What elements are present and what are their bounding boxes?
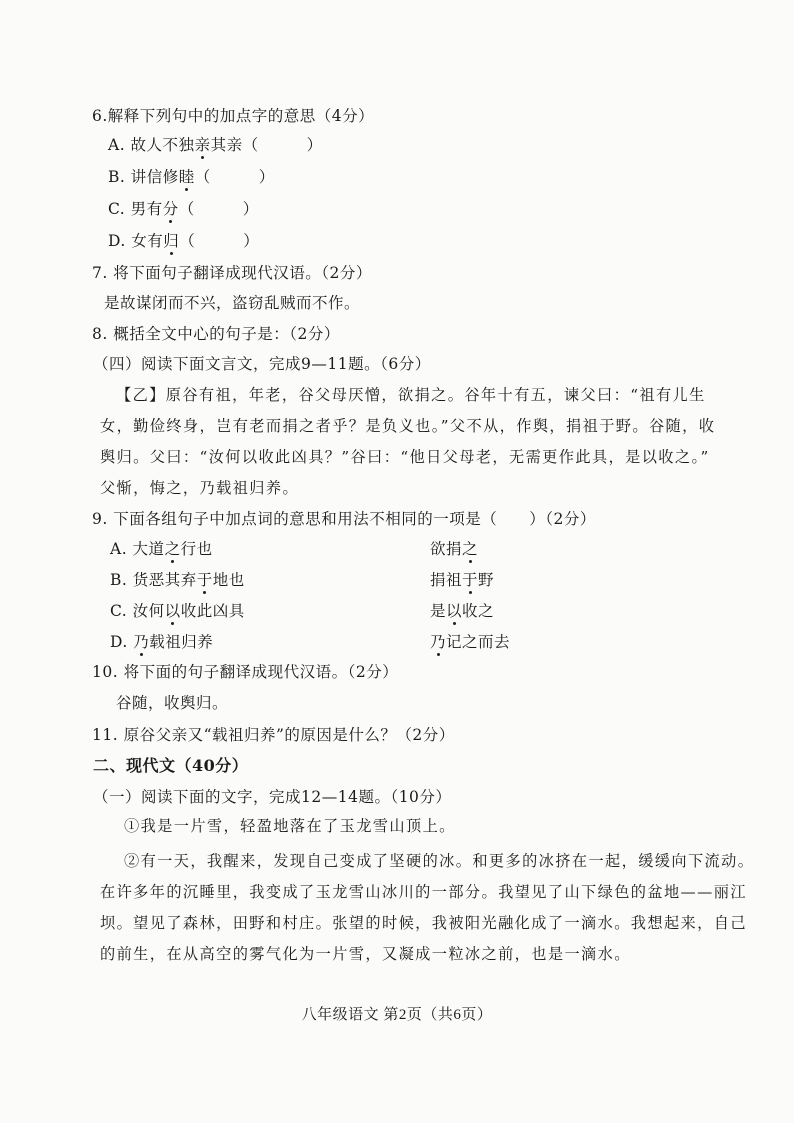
q9-b-right-pre: 捐祖 [430,571,463,589]
q9-c-left-pre: C. 汝何 [110,602,165,620]
q9-option-c [110,600,495,622]
passage-line-1: 【乙】原谷有祖，年老，谷父母厌憎，欲捐之。谷年十有五，谏父曰：“祖有儿生 [116,386,706,404]
q9-c-left-post: 收此凶具 [180,602,245,620]
q8-stem: 8. 概括全文中心的句子是：（2分） [92,325,340,343]
q6-option-a [108,134,323,156]
q10-sentence: 谷随，收舆归。 [116,694,229,712]
q9-d-right-dot: 乃 [430,633,447,651]
modern-para-2-line-1: ②有一天，我醒来，发现自己变成了坚硬的冰。和更多的冰挤在一起，缓缓向下流动。 [124,852,755,870]
q9-d-right [430,631,510,653]
q6-b-dotted-char: 睦 [178,168,195,186]
q6-d-text-pre: D. 女有 [108,232,164,250]
q6-stem: 6.解释下列句中的加点字的意思（4分） [92,107,375,125]
q9-d-right-post: 记之而去 [446,633,511,651]
q7-sentence: 是故谋闭而不兴，盗窃乱贼而不作。 [104,294,361,312]
q9-a-right [430,538,478,560]
q9-c-right-dot: 以 [446,602,463,620]
q9-c-right-post: 收之 [462,602,495,620]
q6-c-text-post: （ ） [178,200,259,218]
q11-stem: 11. 原谷父亲又“载祖归养”的原因是什么？（2分） [92,726,455,744]
modern-para-2-line-4: 的前生，在从高空的雾气化为一片雪，又凝成一粒冰之前，也是一滴水。 [100,945,631,963]
modern-para-1: ①我是一片雪，轻盈地落在了玉龙雪山顶上。 [124,817,456,835]
q9-b-right [430,569,494,591]
page-footer: 八年级语文 第2页（共6页） [301,1007,493,1023]
q9-c-right-pre: 是 [430,602,447,620]
q6-b-text-pre: B. 讲信修 [108,168,179,186]
q6-a-dotted-char: 亲 [194,136,211,154]
q6-b-text-post: （ ） [194,168,275,186]
q9-a-left-post: 行也 [180,540,213,558]
q6-a-text-post: 其亲（ ） [210,136,323,154]
q9-a-right-pre: 欲捐 [430,540,463,558]
q6-d-text-post: （ ） [179,232,260,250]
q9-b-right-post: 野 [478,571,495,589]
q6-a-text-pre: A. 故人不独 [108,136,195,154]
q6-c-dotted-char: 分 [162,200,179,218]
q9-d-left-post: 载祖归养 [149,633,214,651]
part2-sub1-title: （一）阅读下面的文字，完成12—14题。（10分） [93,788,452,806]
q9-c-right [430,600,494,622]
q9-c-left-dot: 以 [164,602,181,620]
section4-title: （四）阅读下面文言文，完成9—11题。（6分） [93,355,431,373]
q6-d-dotted-char: 归 [163,232,180,250]
q9-a-right-dot: 之 [462,540,479,558]
q9-a-left-dot: 之 [164,540,181,558]
q9-b-left-pre: B. 货恶其弃 [110,571,197,589]
passage-line-2: 女，勤俭终身，岂有老而捐之者乎？是负义也。”父不从，作舆，捐祖于野。谷随，收 [100,417,716,435]
q6-c-text-pre: C. 男有 [108,200,163,218]
q9-b-left-post: 地也 [212,571,245,589]
q9-d-left-dot: 乃 [133,633,150,651]
q9-stem: 9. 下面各组句子中加点词的意思和用法不相同的一项是（ ）（2分） [92,510,596,528]
q6-option-b [108,166,275,188]
q9-d-left-pre: D. [110,633,134,651]
q6-option-d [108,230,259,252]
q9-option-b [110,569,495,591]
modern-para-2-line-3: 坝。望见了森林，田野和村庄。张望的时候，我被阳光融化成了一滴水。我想起来，自己 [100,914,747,932]
q7-stem: 7. 将下面句子翻译成现代汉语。（2分） [92,264,372,282]
q9-b-right-dot: 于 [462,571,479,589]
q6-option-c [108,198,259,220]
q10-stem: 10. 将下面的句子翻译成现代汉语。（2分） [92,663,399,681]
q9-option-d [110,631,511,653]
part2-title: 二、现代文（40分） [93,756,249,775]
passage-line-3: 舆归。父曰：“汝何以收此凶具？”谷曰：“他日父母老，无需更作此具，是以收之。” [100,448,710,466]
q9-option-a [110,538,479,560]
modern-para-2-line-2: 在许多年的沉睡里，我变成了玉龙雪山冰川的一部分。我望见了山下绿色的盆地——丽江 [100,883,747,901]
q9-a-left-pre: A. 大道 [110,540,165,558]
q9-b-left-dot: 于 [196,571,213,589]
passage-line-4: 父惭，悔之，乃载祖归养。 [100,479,300,497]
